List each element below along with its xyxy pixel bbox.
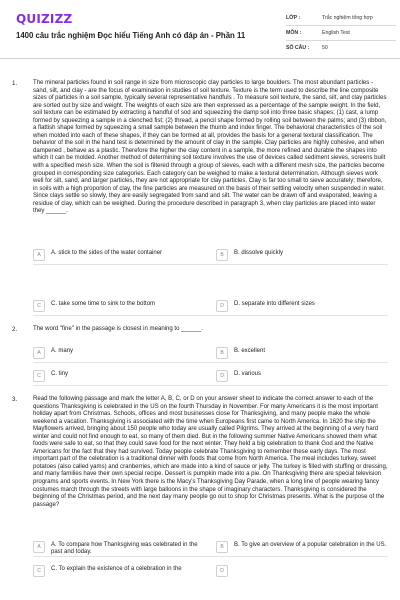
option-divider — [33, 315, 388, 316]
option-text: A. many — [51, 348, 74, 354]
option-letter: C — [33, 565, 45, 577]
worksheet-header — [0, 0, 400, 59]
meta-value: English Test — [322, 30, 350, 36]
option-text: B. dissolve quickly — [234, 250, 284, 256]
option-divider — [33, 556, 388, 557]
meta-value: Trắc nghiệm tổng hợp — [322, 15, 373, 21]
option-text: C. take some time to sink to the bottom — [51, 301, 156, 307]
question-number: 3. — [12, 396, 18, 403]
option-letter: A — [33, 249, 45, 261]
meta-row-subject — [286, 26, 396, 41]
option-text: D. various — [234, 371, 262, 377]
option-divider — [33, 264, 388, 265]
meta-row-count — [286, 41, 396, 55]
question-text: The mineral particles found in soil range in size from microscopic clay particles to large boulders. The most abundant particles - sand, silt, and clay - are the focus of examination in studies of soil texture. Texture is the term used to describe the line composite sizes of particles in a soil sample, typically several representative handfuls . To measure soil texture, the sand, silt, and clay particles are sorted out by size and weight. The weights of each size are then expressed as a percentage of the sample weight. In the field, soil texture can be estimated by extracting a handful of sod and squeezing the damp soil into three basic shapes; (1) cast, a lump formed by squeezing a sample in a clenched fist; (2) thread, a pencil shape formed by rolling soil between the palms; and (3) ribbon, a flattish shape formed by squeezing a small sample between the thumb and index finger. The behavioral characteristics of the soil when molded into each of these shapes, if they can be formed at all, provides the basis for a general textural classification. The behavior of the soil in the hand test is determined by the amount of clay in the sample. Clay particles are highly cohesive, and when dampened , behave as a plastic. Therefore the higher the clay content in a sample, the more refined and durable the shapes into which it can be molded. Another method of determining soil texture involves the use of devices called sediment sieves, screens built with a specified mesh size. When the soil is filtered through a group of sieves, each with a different mesh size, the particles become grouped in corresponding size categories. Each category can be weighed to make a textural determination. Although sieves work well for silt, sand, and larger particles, they are not appropriate for clay particles. Clay is far too small to sieve accurately; therefore, in soils with a high proportion of clay, the fine particles are measured on the basis of their settling velocity when suspended in water. Since clays settle so slowly, they are easily segregated from sand and silt. The water can be drawn off and evaporated, leaving a residue of clay, which can be weighed. During the procedure described in paragraph 3, when clay particles are placed into water they ______. — [33, 80, 387, 215]
option-letter: B — [216, 347, 228, 359]
brand-logo: QUIZIZZ — [16, 12, 73, 26]
meta-label: LỚP : — [286, 15, 301, 21]
meta-label: MÔN : — [286, 30, 302, 36]
option-letter: B — [216, 541, 228, 553]
meta-row-class — [286, 11, 396, 26]
option-letter: C — [33, 370, 45, 382]
question-text: Read the following passage and mark the letter A, B, C, or D on your answer sheet to indicate the correct answer to each of the questions Thanksgiving is celebrated in the US on the fourth Thursday in November. For many Americans it is the most important holiday apart from Christmas. Schools, offices and most businesses close for Thanksgiving, and many people make the whole weekend a vacation. Thanksgiving is associated with the time when Europeans first came to North America. In 1620 the ship the Mayflowers arrived, bringing about 150 people who today are usually called Pilgrims. They arrived at the beginning of a very hard winter and could not find enough to eat, so many of them died. But in the following summer Native Americans showed them what foods were safe to eat, so that they could save food for the next winter. They held a big celebration to thank God and the Native Americans for the fact that they had survived. Today people celebrate Thanksgiving to remember these early days. The most important part of the celebration is a traditional dinner with foods that come from North America. The meal includes turkey, sweet potatoes (also called yams) and cranberries, which are made into a kind of sauce or jelly. The turkey is filled with stuffing or dressing, and many families have their own special recipe. Dessert is pumpkin made into a pie. On Thanksgiving there are special television programs and sports events. In New York there is the Macy's Thanksgiving Day Parade, when a long line of people wearing fancy costumes march through the streets with large balloons in the shape of imaginary characters. Thanksgiving is considered the beginning of the Christmas period, and the next day many people go out to shop for Christmas presents. What is the purpose of the passage? — [33, 396, 388, 508]
option-letter: D — [216, 370, 228, 382]
question-number: 1. — [12, 80, 18, 87]
option-letter: C — [33, 300, 45, 312]
meta-label: SỐ CÂU : — [286, 45, 310, 51]
option-letter: A — [33, 347, 45, 359]
option-text: C. To explain the existence of a celebration in the — [51, 566, 182, 572]
document-title: 1400 câu trắc nghiệm Đọc hiểu Tiếng Anh có đáp án - Phần 11 — [16, 31, 246, 40]
option-divider — [33, 362, 388, 363]
question-text: The word "fine" in the passage is closest in meaning to ______. — [33, 326, 204, 332]
meta-table — [286, 11, 396, 55]
option-divider — [33, 385, 388, 386]
question-number: 2. — [12, 326, 18, 333]
option-text: A. To compare how Thanksgiving was celebrated in the past and today. — [51, 542, 198, 556]
option-text: A. stick to the sides of the water container — [51, 250, 163, 256]
option-text: B. To give an overview of a popular celebration in the US. — [234, 542, 387, 548]
option-letter: D — [216, 300, 228, 312]
option-letter: D — [216, 565, 228, 577]
option-text: D. separate into different sizes — [234, 301, 315, 307]
meta-value: 50 — [322, 45, 328, 51]
option-letter: A — [33, 541, 45, 553]
option-text: B. excellent — [234, 348, 266, 354]
option-text: C. tiny — [51, 371, 69, 377]
option-letter: B — [216, 249, 228, 261]
